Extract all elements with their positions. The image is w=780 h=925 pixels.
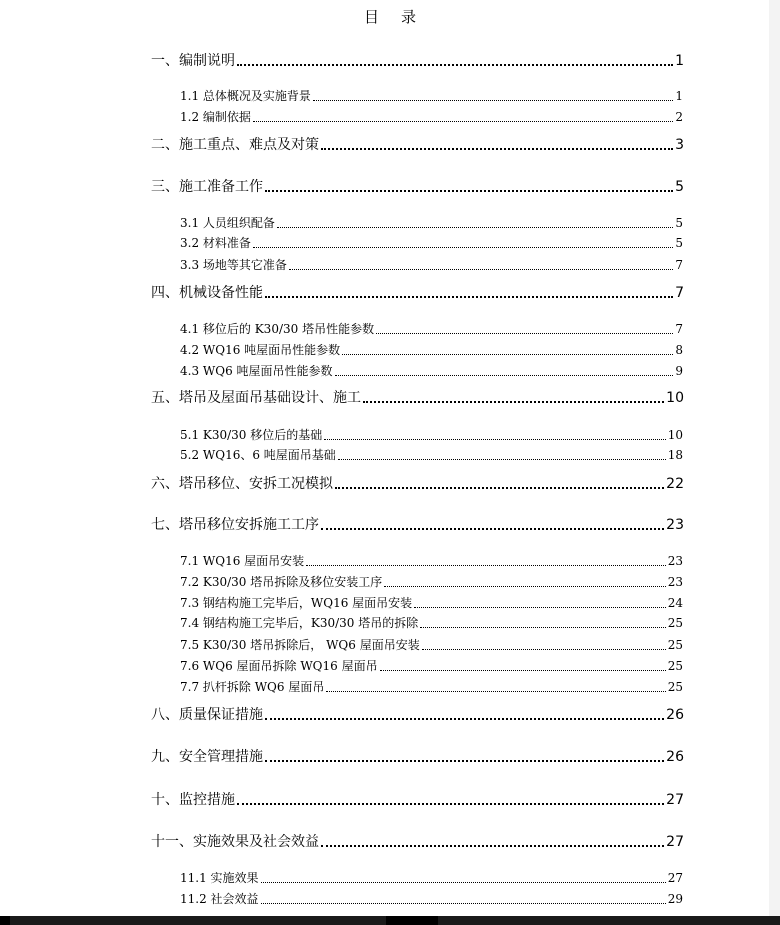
toc-chapter-entry[interactable] <box>151 831 684 851</box>
toc-dot-leader <box>380 670 666 671</box>
toc-dot-leader <box>376 333 673 334</box>
toc-chapter-entry[interactable] <box>151 704 684 724</box>
toc-entry-label: 一、编制说明 <box>151 53 235 69</box>
toc-dot-leader <box>265 190 673 192</box>
toc-page-number: 10 <box>666 390 684 406</box>
toc-page-number: 10 <box>667 428 683 442</box>
toc-page-number: 24 <box>667 596 683 610</box>
toc-entry-label: 四、机械设备性能 <box>151 285 263 301</box>
toc-entry-label: 3.1 人员组织配备 <box>180 216 275 230</box>
toc-section-entry[interactable] <box>180 446 683 463</box>
toc-dot-leader <box>335 487 664 489</box>
toc-page-number: 25 <box>667 616 683 630</box>
toc-page-number: 18 <box>667 448 683 462</box>
toc-section-entry[interactable] <box>180 594 683 611</box>
toc-chapter-entry[interactable] <box>151 746 684 766</box>
toc-chapter-entry[interactable] <box>151 789 684 809</box>
toc-entry-label: 九、安全管理措施 <box>151 749 263 765</box>
toc-entry-label: 二、施工重点、难点及对策 <box>151 137 319 153</box>
toc-page-number: 27 <box>666 834 684 850</box>
toc-page-number: 23 <box>666 517 684 533</box>
page-title <box>0 6 780 27</box>
title-char-2: 录 <box>401 8 417 26</box>
toc-page-number: 29 <box>667 892 683 906</box>
toc-page-number: 1 <box>675 53 684 69</box>
toc-entry-label: 5.2 WQ16、6 吨屋面吊基础 <box>180 448 336 462</box>
window-bottom-bar <box>0 916 780 925</box>
toc-dot-leader <box>277 227 673 228</box>
toc-section-entry[interactable] <box>180 552 683 569</box>
toc-page-number: 7 <box>675 322 683 336</box>
toc-entry-label: 五、塔吊及屋面吊基础设计、施工 <box>151 390 361 406</box>
toc-dot-leader <box>306 565 666 566</box>
toc-dot-leader <box>253 247 673 248</box>
toc-page-number: 23 <box>667 575 683 589</box>
toc-page-number: 7 <box>675 285 684 301</box>
toc-page-number: 25 <box>667 659 683 673</box>
toc-entry-label: 7.6 WQ6 屋面吊拆除 WQ16 屋面吊 <box>180 659 378 673</box>
toc-section-entry[interactable] <box>180 256 683 273</box>
toc-entry-label: 11.1 实施效果 <box>180 871 259 885</box>
toc-dot-leader <box>324 439 665 440</box>
toc-dot-leader <box>326 691 665 692</box>
toc-section-entry[interactable] <box>180 108 683 125</box>
toc-page-number: 8 <box>675 343 683 357</box>
toc-dot-leader <box>265 760 664 762</box>
toc-entry-label: 3.2 材料准备 <box>180 236 251 250</box>
toc-entry-label: 7.5 K30/30 塔吊拆除后， WQ6 屋面吊安装 <box>180 638 420 652</box>
toc-dot-leader <box>289 269 673 270</box>
toc-entry-label: 7.1 WQ16 屋面吊安装 <box>180 554 305 568</box>
toc-entry-label: 4.3 WQ6 吨屋面吊性能参数 <box>180 364 333 378</box>
toc-page-number: 26 <box>666 749 684 765</box>
toc-page-number: 27 <box>666 792 684 808</box>
toc-section-entry[interactable] <box>180 341 683 358</box>
toc-entry-label: 7.2 K30/30 塔吊拆除及移位安装工序 <box>180 575 383 589</box>
toc-section-entry[interactable] <box>180 214 683 231</box>
bottom-bar-segment <box>386 916 438 925</box>
toc-section-entry[interactable] <box>180 890 683 907</box>
toc-entry-label: 三、施工准备工作 <box>151 179 263 195</box>
toc-chapter-entry[interactable] <box>151 134 684 154</box>
toc-dot-leader <box>338 459 666 460</box>
toc-entry-label: 六、塔吊移位、安拆工况模拟 <box>151 476 333 492</box>
toc-entry-label: 4.1 移位后的 K30/30 塔吊性能参数 <box>180 322 375 336</box>
toc-section-entry[interactable] <box>180 657 683 674</box>
toc-entry-label: 11.2 社会效益 <box>180 892 259 906</box>
toc-dot-leader <box>335 375 674 376</box>
toc-page-number: 2 <box>675 110 683 124</box>
toc-chapter-entry[interactable] <box>151 473 684 493</box>
toc-page-number: 23 <box>667 554 683 568</box>
toc-entry-label: 1.1 总体概况及实施背景 <box>180 89 311 103</box>
toc-chapter-entry[interactable] <box>151 50 684 70</box>
toc-section-entry[interactable] <box>180 87 683 104</box>
toc-section-entry[interactable] <box>180 678 683 695</box>
page-edge <box>769 0 780 916</box>
toc-dot-leader <box>342 354 673 355</box>
toc-page-number: 5 <box>675 216 683 230</box>
toc-dot-leader <box>313 100 673 101</box>
toc-dot-leader <box>261 903 666 904</box>
toc-entry-label: 7.4 钢结构施工完毕后，K30/30 塔吊的拆除 <box>180 616 419 630</box>
toc-section-entry[interactable] <box>180 234 683 251</box>
toc-section-entry[interactable] <box>180 614 683 631</box>
toc-dot-leader <box>420 627 665 628</box>
toc-section-entry[interactable] <box>180 362 683 379</box>
toc-entry-label: 十、监控措施 <box>151 792 235 808</box>
bottom-bar-segment <box>0 916 10 925</box>
toc-section-entry[interactable] <box>180 636 683 653</box>
toc-entry-label: 7.3 钢结构施工完毕后，WQ16 屋面吊安装 <box>180 596 413 610</box>
toc-dot-leader <box>384 586 665 587</box>
toc-chapter-entry[interactable] <box>151 514 684 534</box>
toc-entry-label: 八、质量保证措施 <box>151 707 263 723</box>
toc-dot-leader <box>321 148 673 150</box>
toc-dot-leader <box>414 607 666 608</box>
toc-dot-leader <box>237 803 664 805</box>
title-char-1: 目 <box>363 8 379 26</box>
toc-page-number: 25 <box>667 680 683 694</box>
toc-page-number: 9 <box>675 364 683 378</box>
toc-entry-label: 5.1 K30/30 移位后的基础 <box>180 428 323 442</box>
toc-chapter-entry[interactable] <box>151 176 684 196</box>
toc-page-number: 27 <box>667 871 683 885</box>
toc-page-number: 5 <box>675 179 684 195</box>
toc-entry-label: 4.2 WQ16 吨屋面吊性能参数 <box>180 343 341 357</box>
toc-page-number: 26 <box>666 707 684 723</box>
toc-section-entry[interactable] <box>180 869 683 886</box>
toc-chapter-entry[interactable] <box>151 282 684 302</box>
toc-page-number: 7 <box>675 258 683 272</box>
toc-page-number: 22 <box>666 476 684 492</box>
toc-dot-leader <box>363 401 664 403</box>
toc-dot-leader <box>237 64 673 66</box>
toc-page-number: 5 <box>675 236 683 250</box>
toc-section-entry[interactable] <box>180 573 683 590</box>
toc-dot-leader <box>422 649 666 650</box>
toc-dot-leader <box>253 121 673 122</box>
toc-section-entry[interactable] <box>180 426 683 443</box>
toc-page-number: 3 <box>675 137 684 153</box>
toc-entry-label: 十一、实施效果及社会效益 <box>151 834 319 850</box>
toc-section-entry[interactable] <box>180 320 683 337</box>
toc-entry-label: 1.2 编制依据 <box>180 110 251 124</box>
toc-dot-leader <box>261 882 666 883</box>
toc-dot-leader <box>321 528 664 530</box>
toc-dot-leader <box>265 718 664 720</box>
toc-page-number: 1 <box>675 89 683 103</box>
toc-entry-label: 7.7 扒杆拆除 WQ6 屋面吊 <box>180 680 325 694</box>
toc-dot-leader <box>265 296 673 298</box>
toc-dot-leader <box>321 845 664 847</box>
toc-page-number: 25 <box>667 638 683 652</box>
toc-entry-label: 七、塔吊移位安拆施工工序 <box>151 517 319 533</box>
toc-chapter-entry[interactable] <box>151 387 684 407</box>
toc-entry-label: 3.3 场地等其它准备 <box>180 258 287 272</box>
